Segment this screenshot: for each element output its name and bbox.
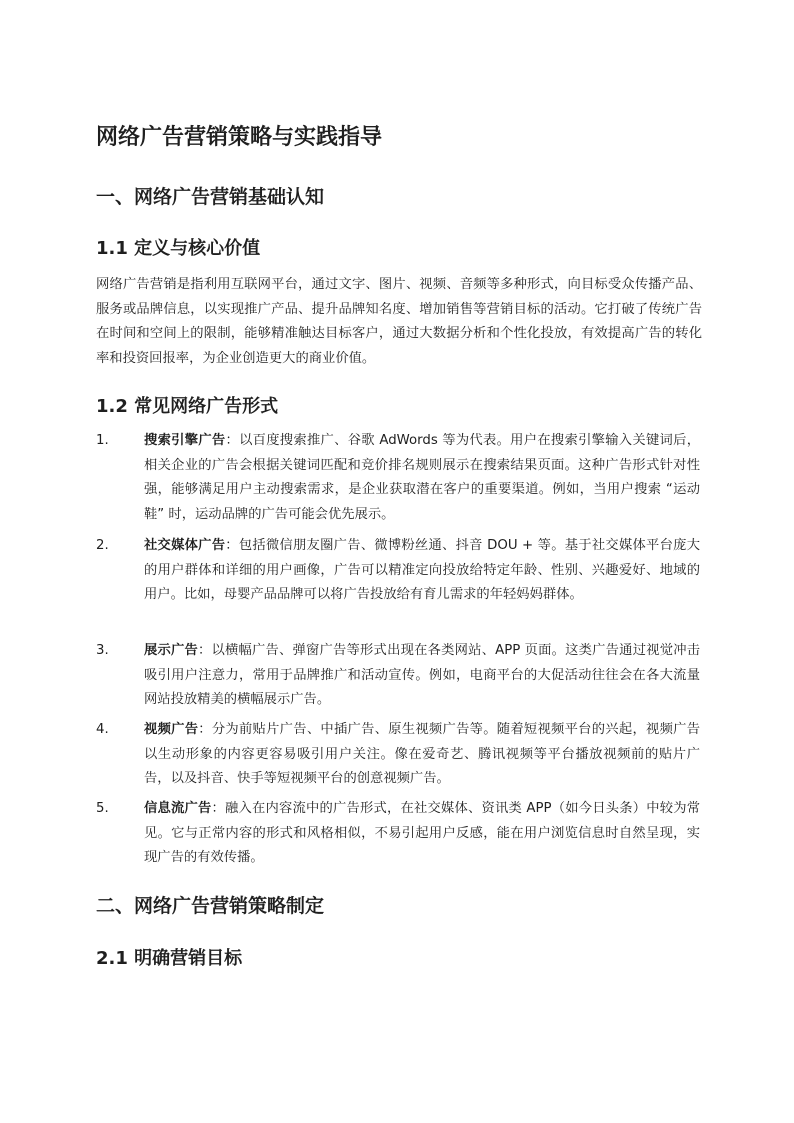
list-item <box>96 429 702 527</box>
list-item-body <box>144 534 700 608</box>
list-item-number: 2. <box>96 538 109 553</box>
list-item-text: ：以百度搜索推广、谷歌 AdWords 等为代表。用户在搜索引擎输入关键词后，相关企业的广告会根据关键词匹配和竞价排名规则展示在搜索结果页面。这种广告形式针对性强，能够满足用户主动搜索需求，是企业获取潜在客户的重要渠道。例如，当用户搜索 “运动鞋” 时，运动品牌的广告可能会优先展示。 <box>144 433 700 522</box>
list-item-term: 视频广告 <box>144 722 199 737</box>
section-2-heading: 二、网络广告营销策略制定 <box>96 895 325 917</box>
list-item <box>96 639 702 713</box>
list-item-term: 信息流广告 <box>144 801 212 816</box>
list-item-number: 4. <box>96 722 109 737</box>
list-item-number: 1. <box>96 433 109 448</box>
list-item-body <box>144 797 700 871</box>
list-item-term: 展示广告 <box>144 643 199 658</box>
list-item-text: ：包括微信朋友圈广告、微博粉丝通、抖音 DOU + 等。基于社交媒体平台庞大的用户群体和详细的用户画像，广告可以精准定向投放给特定年龄、性别、兴趣爱好、地域的用户。比如，母婴产品品牌可以将广告投放给有育儿需求的年轻妈妈群体。 <box>144 538 700 602</box>
section-1-1-heading: 1.1 定义与核心价值 <box>96 238 261 259</box>
list-item-text: ：融入在内容流中的广告形式，在社交媒体、资讯类 APP（如今日头条）中较为常见。它与正常内容的形式和风格相似，不易引起用户反感，能在用户浏览信息时自然呈现，实现广告的有效传播。 <box>144 801 701 865</box>
document-title: 网络广告营销策略与实践指导 <box>96 125 383 150</box>
list-item-body <box>144 718 700 792</box>
section-1-heading: 一、网络广告营销基础认知 <box>96 186 325 208</box>
section-1-1-paragraph: 网络广告营销是指利用互联网平台，通过文字、图片、视频、音频等多种形式，向目标受众传播产品、服务或品牌信息，以实现推广产品、提升品牌知名度、增加销售等营销目标的活动。它打破了传统广告在时间和空间上的限制，能够精准触达目标客户，通过大数据分析和个性化投放，有效提高广告的转化率和投资回报率，为企业创造更大的商业价值。 <box>96 277 702 366</box>
list-item-term: 搜索引擎广告 <box>144 433 226 448</box>
list-item-body <box>144 639 700 713</box>
section-2-1-heading: 2.1 明确营销目标 <box>96 948 243 969</box>
list-item-number: 5. <box>96 801 109 816</box>
list-item-term: 社交媒体广告 <box>144 538 226 553</box>
section-1-2-heading: 1.2 常见网络广告形式 <box>96 396 279 417</box>
list-item-text: ：以横幅广告、弹窗广告等形式出现在各类网站、APP 页面。这类广告通过视觉冲击吸引用户注意力，常用于品牌推广和活动宣传。例如，电商平台的大促活动往往会在各大流量网站投放精美的横幅展示广告。 <box>144 643 701 707</box>
list-item-text: ：分为前贴片广告、中插广告、原生视频广告等。随着短视频平台的兴起，视频广告以生动形象的内容更容易吸引用户关注。像在爱奇艺、腾讯视频等平台播放视频前的贴片广告，以及抖音、快手等短视频平台的创意视频广告。 <box>144 722 701 786</box>
list-item-number: 3. <box>96 643 109 658</box>
list-item <box>96 534 702 608</box>
list-item <box>96 797 702 871</box>
list-item <box>96 718 702 792</box>
list-item-body <box>144 429 700 527</box>
